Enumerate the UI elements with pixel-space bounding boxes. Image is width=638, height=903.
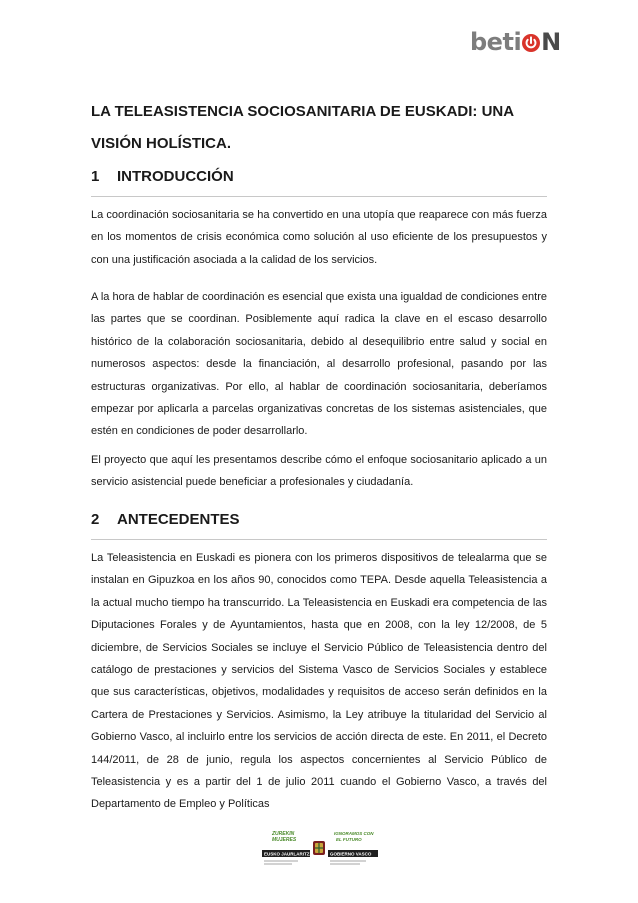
section-title: ANTECEDENTES (117, 511, 240, 528)
logo-text-n: N (541, 28, 561, 56)
svg-text:MUJERES: MUJERES (272, 837, 297, 843)
svg-text:IGNORAMOS CON: IGNORAMOS CON (334, 831, 374, 836)
logo-text-bet: bet (470, 28, 514, 56)
logo-text-i: i (513, 28, 522, 56)
section-title: INTRODUCCIÓN (117, 168, 234, 185)
zurekin-mujeres-slogan-logo (271, 831, 297, 843)
footer-logos (258, 827, 382, 877)
section-number: 2 (91, 511, 100, 528)
paragraph: La coordinación sociosanitaria se ha convertido en una utopía que reaparece con más fuerza en los momentos de crisis económica como solución al uso eficiente de los presupuestos y con una justificación asociada a la calidad de los servicios. (91, 209, 547, 266)
svg-text:EUSKO JAURLARITZA: EUSKO JAURLARITZA (264, 851, 313, 857)
power-icon (522, 34, 540, 52)
document-title: LA TELEASISTENCIA SOCIOSANITARIA DE EUSKADI: UNA VISIÓN HOLÍSTICA. (91, 103, 514, 152)
svg-text:EL FUTURO: EL FUTURO (336, 837, 362, 842)
svg-text:GOBIERNO VASCO: GOBIERNO VASCO (330, 851, 372, 857)
section-heading-antecedentes (91, 511, 547, 528)
gobierno-vasco-emblem (313, 841, 325, 855)
section-heading-introduccion (91, 168, 547, 185)
ignoramos-futuro-slogan-logo (334, 831, 374, 842)
section-divider (91, 539, 547, 540)
betion-logo (470, 30, 561, 54)
paragraph: A la hora de hablar de coordinación es esencial que exista una igualdad de condiciones entre las partes que se coordinan. Posiblemente aquí radica la clave en el escaso desarrollo histórico de la colaboración sociosanitaria, debido al desequilibrio entre salud y social en numerosos aspectos: desde la financiación, al desarrollo profesional, pasando por las estructuras organizativas. Por ello, al hablar de coordinación sociosanitaria, deberíamos empezar por aplicarla a parcelas organizativas concretas de los sistemas asistenciales, que estén en condiciones de poder desarrollarlo. (91, 291, 547, 438)
section-divider (91, 196, 547, 197)
paragraph: El proyecto que aquí les presentamos describe cómo el enfoque sociosanitario aplicado a un servicio asistencial puede beneficiar a profesionales y ciudadanía. (91, 454, 547, 489)
svg-text:ZUREKIN: ZUREKIN (272, 831, 295, 837)
section-number: 1 (91, 168, 100, 185)
paragraph: La Teleasistencia en Euskadi es pionera con los primeros dispositivos de telealarma que se instalan en Gipuzkoa en los años 90, conocidos como TEPA. Desde aquella Teleasistencia a la actual mucho tiempo ha transcurrido. La Teleasistencia en Euskadi era competencia de las Diputaciones Forales y de Ayuntamientos, hasta que en 2008, con la ley 12/2008, de 5 diciembre, de Servicios Sociales se incluye el Servicio Público de Teleasistencia dentro del catálogo de prestaciones y servicios del Sistema Vasco de Servicios Sociales y establece que sus características, objetivos, modalidades y requisitos de acceso serán definidos en la Cartera de Prestaciones y Servicios. Asimismo, la Ley atribuye la titularidad del Servicio al Gobierno Vasco, al incluirlo entre los servicios de acción directa de este. En 2011, el Decreto 144/2011, de 28 de junio, regula los aspectos concernientes al Servicio Público de Teleasistencia y es a partir del 1 de julio 2011 cuando el Gobierno Vasco, a través del Departamento de Empleo y Políticas (91, 552, 547, 811)
